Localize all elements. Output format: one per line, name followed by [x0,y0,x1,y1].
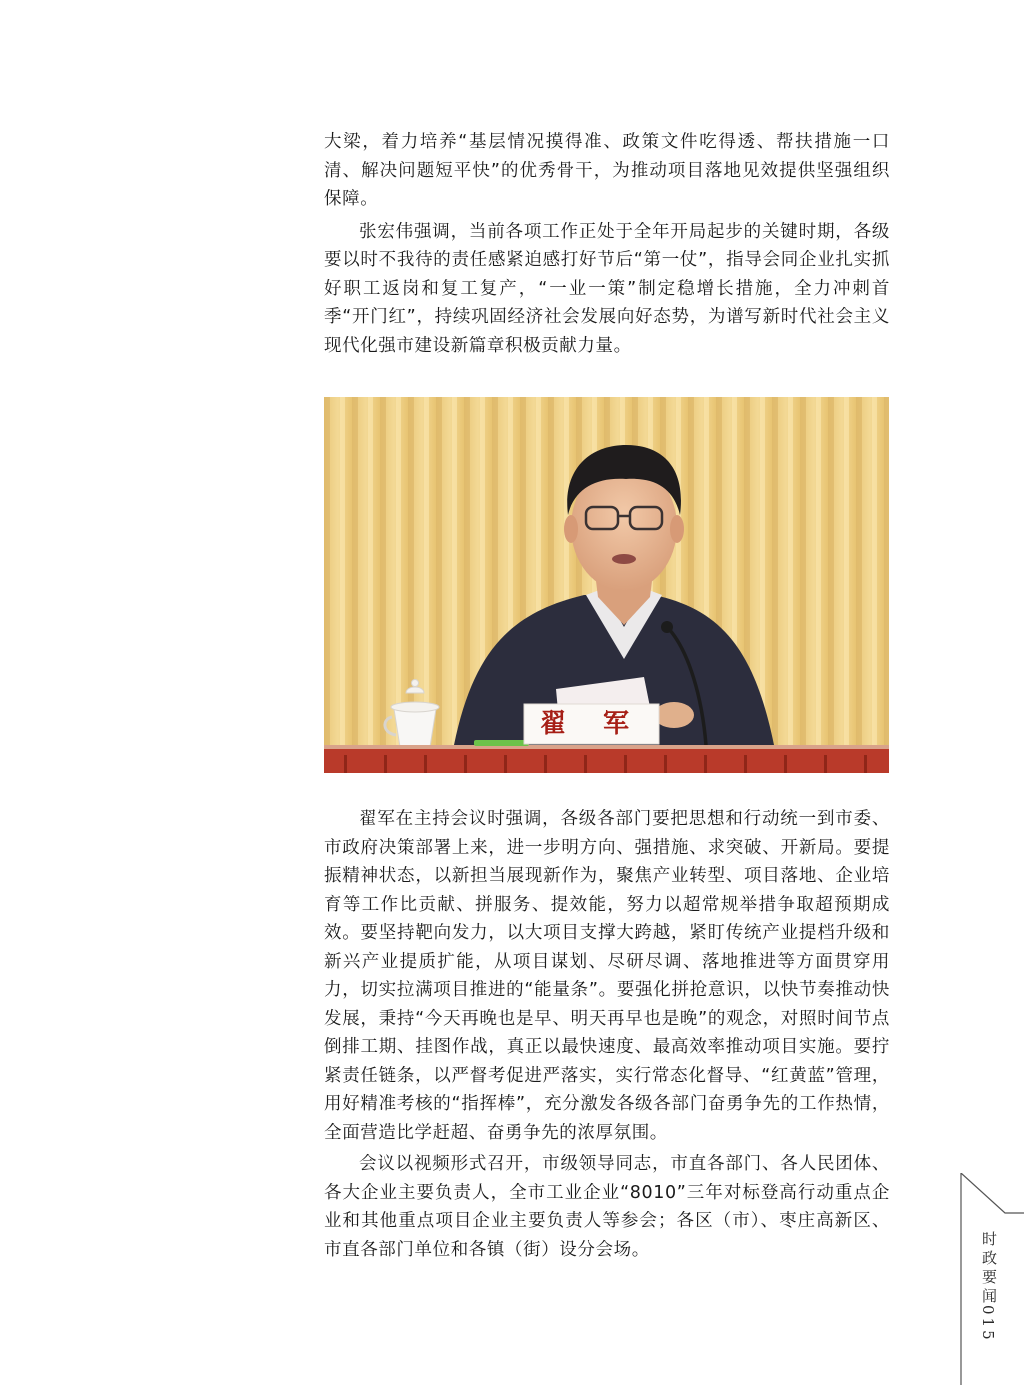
nameplate-text: 翟 军 [539,709,644,739]
paragraph-meeting-format: 会议以视频形式召开，市级领导同志，市直各部门、各人民团体、各大企业主要负责人，全市工业企业“8010”三年对标登高行动重点企业和其他重点项目企业主要负责人等参会；各区（市）、枣庄高新区、市直各部门单位和各镇（街）设分会场。 [324,1154,890,1260]
paragraph-zhai-jun: 翟军在主持会议时强调，各级各部门要把思想和行动统一到市委、市政府决策部署上来，进一步明方向、强措施、求突破、开新局。要提振精神状态，以新担当展现新作为，聚焦产业转型、项目落地、企业培育等工作比贡献、拼服务、提效能，努力以超常规举措争取超预期成效。要坚持靶向发力，以大项目支撑大跨越，紧盯传统产业提档升级和新兴产业提质扩能，从项目谋划、尽研尽调、落地推进等方面贯穿用力，切实拉满项目推进的“能量条”。要强化拼抢意识，以快节奏推动快发展，秉持“今天再晚也是早、明天再早也是晚”的观念，对照时间节点倒排工期、挂图作战，真正以最快速度、最高效率推动项目实施。要拧紧责任链条，以严督考促进严落实，实行常态化督导、“红黄蓝”管理，用好精准考核的“指挥棒”，充分激发各级各部门奋勇争先的工作热情，全面营造比学赶超、奋勇争先的浓厚氛围。 [324,809,890,1143]
article-text-top [324,128,890,360]
section-title: 时政要闻 [980,1231,998,1307]
speaker-photo [324,397,889,773]
section-sidebar [957,1173,1024,1385]
paragraph-zhang-hongwei: 张宏伟强调，当前各项工作正处于全年开局起步的关键时期，各级要以时不我待的责任感紧迫感打好节后“第一仗”，指导会同企业扎实抓好职工返岗和复工复产，“一业一策”制定稳增长措施，全力冲刺首季“开门红”，持续巩固经济社会发展向好态势，为谱写新时代社会主义现代化强市建设新篇章积极贡献力量。 [324,221,890,356]
paragraph-continuation: 大梁，着力培养“基层情况摸得准、政策文件吃得透、帮扶措施一口清、解决问题短平快”的优秀骨干，为推动项目落地见效提供坚强组织保障。 [324,132,890,209]
article-text-bottom [324,805,890,1264]
page-number: 015 [979,1305,997,1343]
